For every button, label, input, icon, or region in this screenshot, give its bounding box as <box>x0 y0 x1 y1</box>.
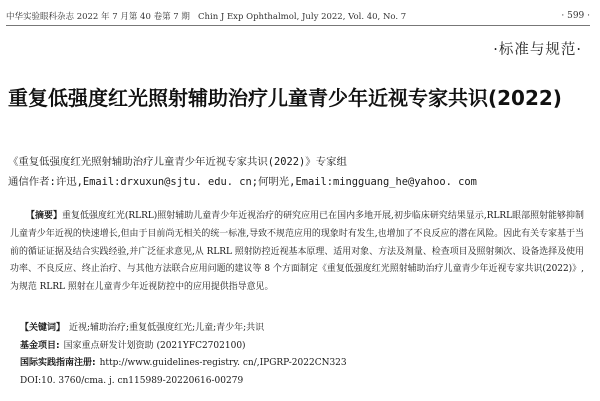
funding-text: 国家重点研发计划资助 (2021YFC2702100) <box>63 340 246 351</box>
abstract-text: 重复低强度红光(RLRL)照射辅助儿童青少年近视治疗的研究应用已在国内多地开展,初步临床研究结果显示,RLRL眼部照射能够抑制儿童青少年近视的快速增长,但由于目前尚无相关的统一标准,导致不规范应用的现象时有发生,也增加了不良反应的潜在风险。因此有关专家基于当前的循证证据及结合实践经验,并广泛征求意见,从 RLRL 照射防控近视基本原理、适用对象、方法及剂量、检查项目及照射频次、设备选择及使用功率、不良反应、终止治疗、与其他方法联合应用问题的建议等 8 个方面制定《重复低强度红光照射辅助治疗儿童青少年近视专家共识(2022)》,为规范 RLRL 照射在儿童青少年近视防控中的应用提供指导意见。 <box>10 211 584 293</box>
funding-label: 基金项目: <box>20 340 60 351</box>
keywords-label: 【关键词】 <box>20 323 66 333</box>
journal-name-cn: 中华实验眼科杂志 2022 年 7 月第 40 卷第 7 期 <box>6 12 190 22</box>
article-title: 重复低强度红光照射辅助治疗儿童青少年近视专家共识(2022) <box>8 86 562 110</box>
registry-text[interactable]: http://www.guidelines-registry. cn/,IPGRP-2022CN323 <box>99 358 347 369</box>
doi-line[interactable]: DOI:10. 3760/cma. j. cn115989-20220616-00279 <box>20 376 244 387</box>
registry-line <box>20 355 590 373</box>
keywords-text: 近视;辅助治疗;重复低强度红光;儿童;青少年;共识 <box>69 323 265 333</box>
journal-citation <box>6 10 406 22</box>
page-number: · 599 · <box>561 11 590 21</box>
author-block <box>8 152 593 192</box>
funding-line <box>20 338 590 356</box>
header-divider <box>6 25 590 26</box>
article-metadata <box>20 320 590 391</box>
correspondence: 通信作者:许迅,Email:drxuxun@sjtu. edu. cn;何明光,Email:mingguang_he@yahoo. com <box>8 176 477 188</box>
abstract-label: 【摘要】 <box>26 211 62 221</box>
abstract <box>10 208 584 297</box>
registry-label: 国际实践指南注册: <box>20 358 96 369</box>
journal-name-en: Chin J Exp Ophthalmol, July 2022, Vol. 40, No. 7 <box>198 12 407 22</box>
keywords-line <box>20 320 590 338</box>
running-header <box>6 9 590 23</box>
section-label: ·标准与规范· <box>493 42 582 58</box>
author-group: 《重复低强度红光照射辅助治疗儿童青少年近视专家共识(2022)》专家组 <box>8 156 347 168</box>
